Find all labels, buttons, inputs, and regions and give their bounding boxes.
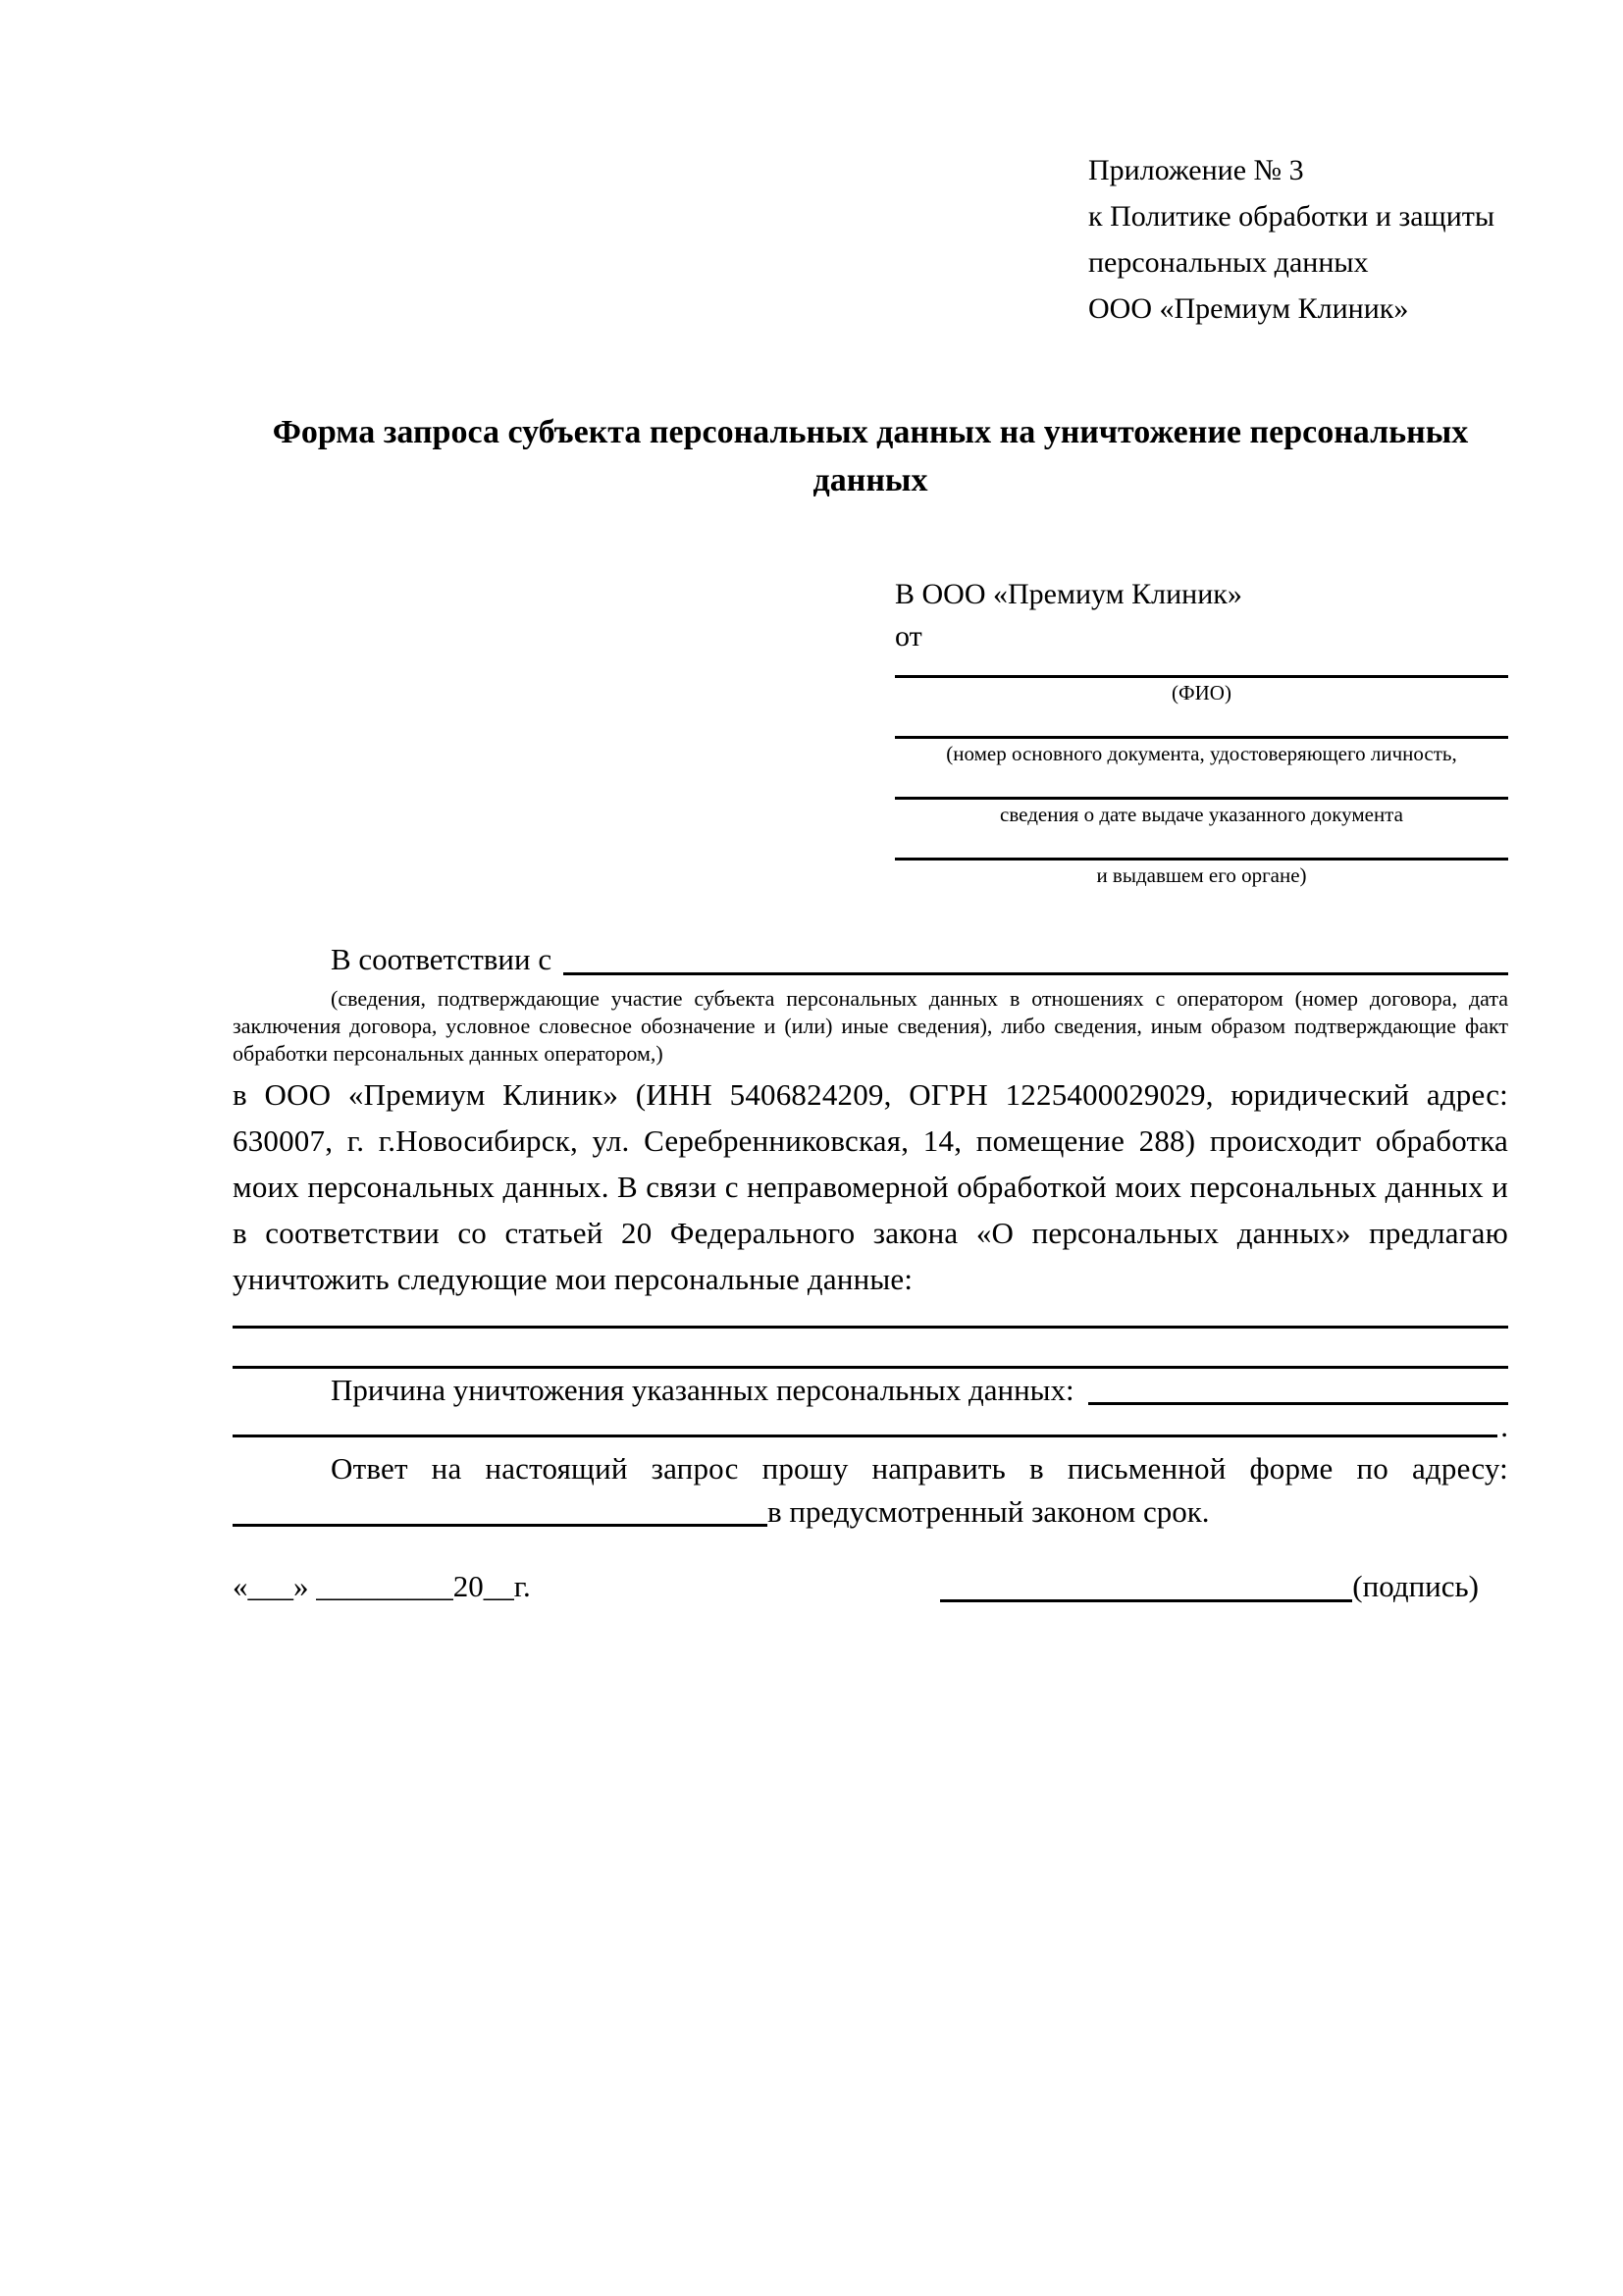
issue-date-caption: сведения о дате выдаче указанного документа — [1000, 803, 1403, 826]
issuing-authority-caption: и выдавшем его органе) — [1096, 863, 1307, 887]
signature-fill-line — [940, 1599, 1352, 1602]
accordance-lead: В соответствии с — [331, 942, 552, 976]
accordance-row — [233, 936, 1508, 982]
addressee-to: В ООО «Премиум Клиник» — [895, 578, 1242, 610]
issue-date-fill-line — [895, 779, 1508, 800]
reason-fill-line-2 — [233, 1435, 1497, 1437]
annex-line: ООО «Премиум Клиник» — [1088, 292, 1409, 325]
body-paragraph: в ООО «Премиум Клиник» (ИНН 5406824209, ОГРН 1225400029029, юридический адрес: 630007, г. г.Новосибирск, ул. Серебренниковская, 14, помещение 288) происходит обработка моих персональных данных. В связи с неправомерной обработкой моих персональных данных и в соответствии со статьей 20 Федерального закона «О персональных данных» предлагаю уничтожить следующие мои персональные данные: — [233, 1077, 1508, 1296]
personal-data-fill-line — [233, 1329, 1508, 1369]
date-field: «___» _________20__г. — [233, 1569, 531, 1603]
accordance-note: (сведения, подтверждающие участие субъекта персональных данных в отношениях с оператором (номер договора, дата заключения договора, условное словесное обозначение и (или) иные сведения), либо сведения, иным образом подтверждающие факт обработки персональных данных оператором,) — [233, 986, 1508, 1066]
signature-cell — [940, 1563, 1479, 1609]
fio-caption: (ФИО) — [1172, 681, 1231, 704]
annex-line: персональных данных — [1088, 246, 1369, 279]
document-number-fill-line — [895, 718, 1508, 739]
signature-caption: (подпись) — [1352, 1569, 1479, 1603]
annex-block — [1088, 147, 1508, 332]
accordance-fill-line — [563, 972, 1508, 975]
issuing-authority-fill-line — [895, 840, 1508, 861]
document-number-caption: (номер основного документа, удостоверяющего личность, — [946, 742, 1457, 765]
response-lead: Ответ на настоящий запрос прошу направить в письменной форме по адресу: — [331, 1451, 1508, 1486]
reason-lead: Причина уничтожения указанных персональных данных: — [331, 1373, 1074, 1407]
address-fill-line — [233, 1524, 767, 1527]
addressee-from-label: от — [895, 620, 922, 652]
annex-line: Приложение № 3 — [1088, 154, 1304, 186]
reason-continuation-row — [233, 1409, 1508, 1443]
personal-data-fill-line — [233, 1302, 1508, 1329]
footer-row — [233, 1563, 1508, 1609]
fio-fill-line — [895, 657, 1508, 678]
reason-fill-line — [1088, 1402, 1508, 1405]
reason-row — [233, 1369, 1508, 1412]
response-address-row — [233, 1490, 1508, 1534]
addressee-block — [895, 573, 1508, 887]
annex-line: к Политике обработки и защиты — [1088, 200, 1495, 233]
line-end-period: . — [1500, 1409, 1508, 1443]
response-tail: в предусмотренный законом срок. — [767, 1494, 1210, 1529]
document-title: Форма запроса субъекта персональных данных на уничтожение персональных данных — [272, 414, 1469, 498]
